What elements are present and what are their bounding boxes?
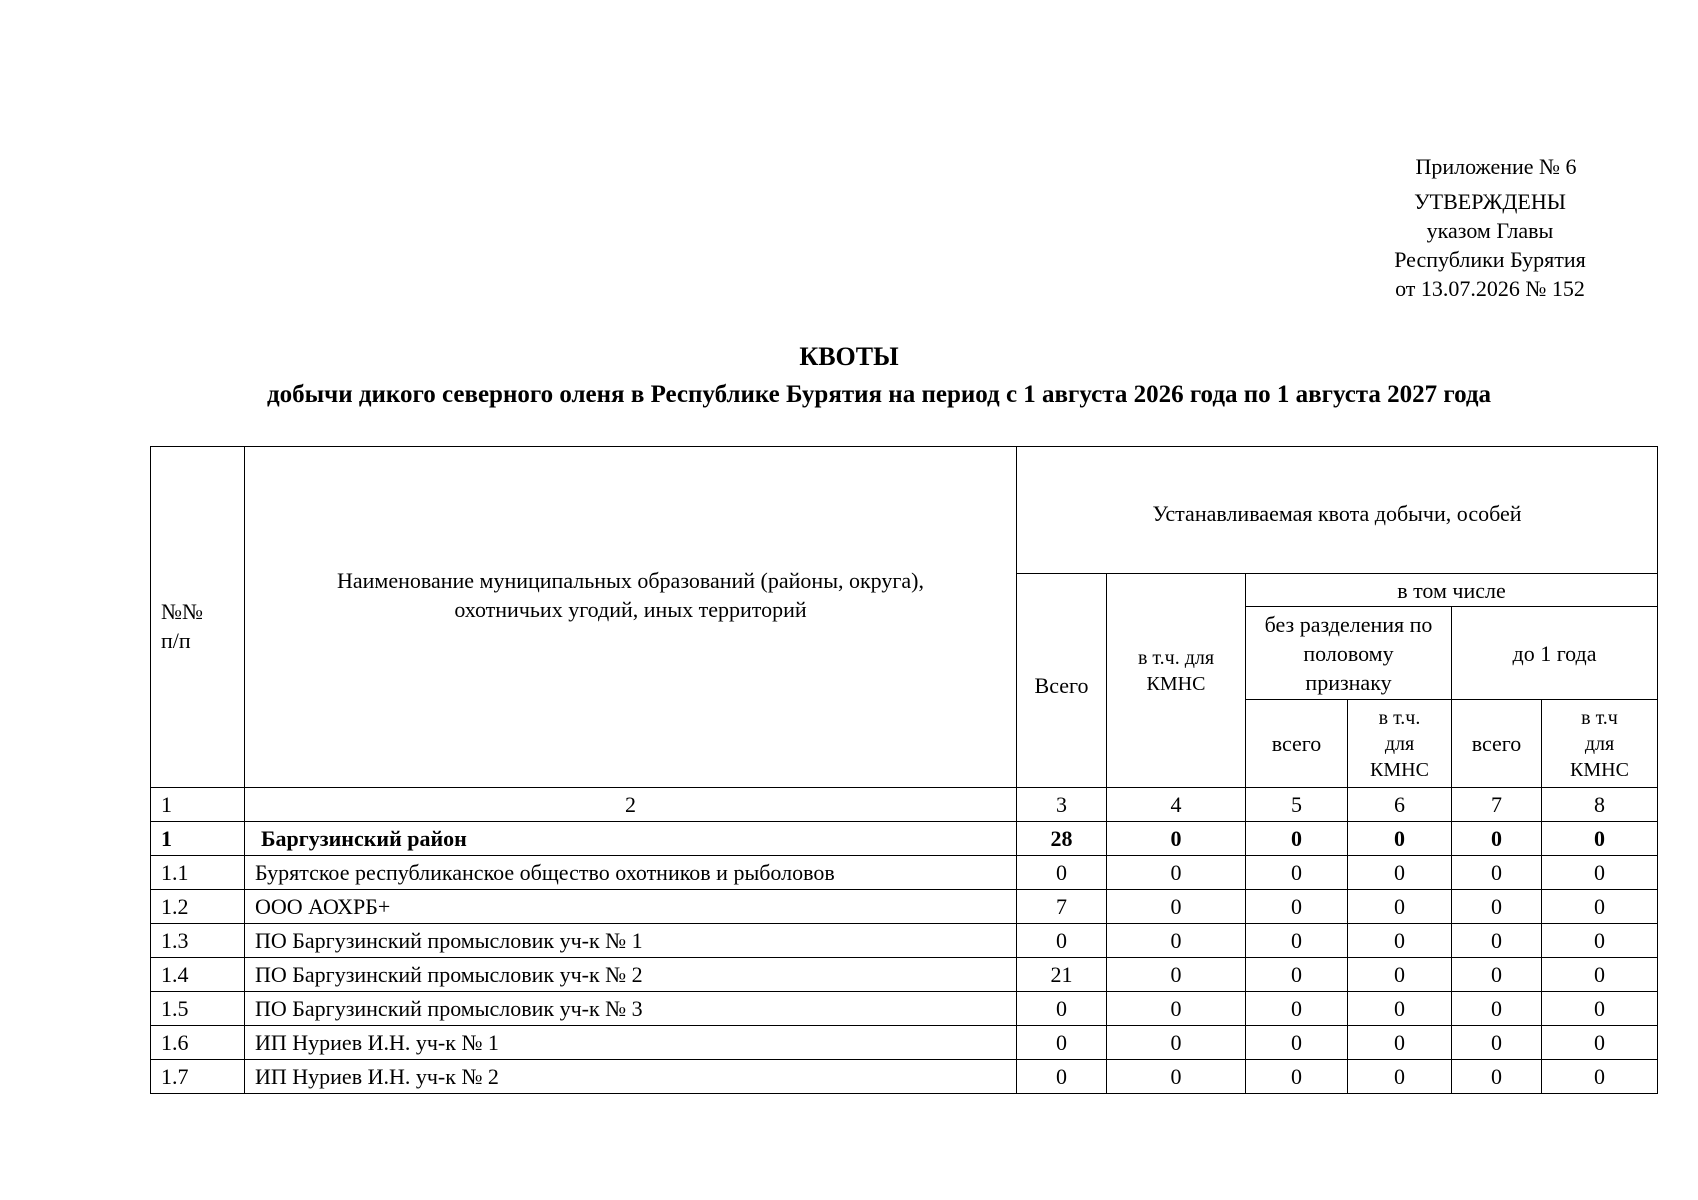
row-name: Баргузинский район	[245, 822, 1017, 856]
table-row	[151, 890, 1658, 924]
row-kmns: 0	[1107, 992, 1246, 1026]
row-u1-kmns: 0	[1542, 1060, 1658, 1094]
table-row	[151, 822, 1658, 856]
row-u1-total: 0	[1452, 1060, 1542, 1094]
row-number: 1.1	[151, 856, 245, 890]
header-number	[151, 447, 245, 788]
row-kmns: 0	[1107, 856, 1246, 890]
row-u1-total: 0	[1452, 924, 1542, 958]
header-name-label: Наименование муниципальных образований (районы, округа), охотничьих угодий, иных территорий	[336, 568, 924, 622]
row-u1-total: 0	[1452, 958, 1542, 992]
row-number: 1.2	[151, 890, 245, 924]
row-nsd-total: 0	[1246, 1060, 1348, 1094]
column-index: 8	[1542, 788, 1658, 822]
header-no-sex-division	[1246, 607, 1452, 700]
header-kmns	[1107, 574, 1246, 788]
row-name: Бурятское республиканское общество охотников и рыболовов	[245, 856, 1017, 890]
row-u1-total: 0	[1452, 992, 1542, 1026]
header-total: Всего	[1017, 574, 1107, 788]
row-number: 1.7	[151, 1060, 245, 1094]
column-index: 2	[245, 788, 1017, 822]
table-row	[151, 958, 1658, 992]
row-total: 0	[1017, 1060, 1107, 1094]
row-number: 1.3	[151, 924, 245, 958]
row-name: ПО Баргузинский промысловик уч-к № 3	[245, 992, 1017, 1026]
column-index: 1	[151, 788, 245, 822]
document-title-block	[0, 340, 1698, 412]
row-u1-total: 0	[1452, 856, 1542, 890]
header-nsd-kmns	[1348, 700, 1452, 788]
row-kmns: 0	[1107, 1026, 1246, 1060]
column-index: 3	[1017, 788, 1107, 822]
row-name: ПО Баргузинский промысловик уч-к № 1	[245, 924, 1017, 958]
document-subtitle: добычи дикого северного оленя в Республике Бурятия на период с 1 августа 2026 года по 1 августа 2027 года	[266, 381, 1492, 408]
row-u1-total: 0	[1452, 822, 1542, 856]
header-including: в том числе	[1246, 574, 1658, 607]
row-nsd-total: 0	[1246, 1026, 1348, 1060]
row-number: 1	[151, 822, 245, 856]
row-name: ИП Нуриев И.Н. уч-к № 2	[245, 1060, 1017, 1094]
row-u1-kmns: 0	[1542, 924, 1658, 958]
row-u1-total: 0	[1452, 1026, 1542, 1060]
row-total: 0	[1017, 856, 1107, 890]
row-number: 1.4	[151, 958, 245, 992]
row-total: 21	[1017, 958, 1107, 992]
row-kmns: 0	[1107, 958, 1246, 992]
row-nsd-kmns: 0	[1348, 1060, 1452, 1094]
row-nsd-kmns: 0	[1348, 890, 1452, 924]
row-u1-kmns: 0	[1542, 856, 1658, 890]
row-nsd-total: 0	[1246, 856, 1348, 890]
appendix-label: Приложение № 6	[1415, 154, 1577, 179]
row-total: 7	[1017, 890, 1107, 924]
header-under-one-year: до 1 года	[1452, 607, 1658, 700]
row-total: 0	[1017, 1026, 1107, 1060]
row-nsd-kmns: 0	[1348, 958, 1452, 992]
header-u1-total: всего	[1452, 700, 1542, 788]
authority-label: Республики Бурятия	[1394, 247, 1586, 272]
header-nsd-total: всего	[1246, 700, 1348, 788]
row-nsd-kmns: 0	[1348, 1026, 1452, 1060]
row-u1-kmns: 0	[1542, 958, 1658, 992]
row-u1-kmns: 0	[1542, 1026, 1658, 1060]
header-name	[245, 447, 1017, 788]
column-index: 7	[1452, 788, 1542, 822]
column-index: 6	[1348, 788, 1452, 822]
column-index: 5	[1246, 788, 1348, 822]
row-kmns: 0	[1107, 890, 1246, 924]
row-kmns: 0	[1107, 924, 1246, 958]
header-u1-kmns	[1542, 700, 1658, 788]
table-row	[151, 924, 1658, 958]
row-kmns: 0	[1107, 1060, 1246, 1094]
row-nsd-kmns: 0	[1348, 992, 1452, 1026]
row-u1-kmns: 0	[1542, 822, 1658, 856]
row-name: ПО Баргузинский промысловик уч-к № 2	[245, 958, 1017, 992]
row-u1-kmns: 0	[1542, 890, 1658, 924]
row-nsd-kmns: 0	[1348, 856, 1452, 890]
table-row	[151, 1026, 1658, 1060]
approved-label: УТВЕРЖДЕНЫ	[1414, 189, 1566, 214]
row-nsd-total: 0	[1246, 924, 1348, 958]
approval-block	[1370, 152, 1610, 303]
table-row	[151, 992, 1658, 1026]
row-nsd-total: 0	[1246, 992, 1348, 1026]
document-title: КВОТЫ	[799, 342, 899, 371]
row-nsd-total: 0	[1246, 822, 1348, 856]
row-number: 1.6	[151, 1026, 245, 1060]
header-kmns-label: в т.ч. для КМНС	[1137, 646, 1215, 695]
row-nsd-kmns: 0	[1348, 924, 1452, 958]
row-total: 0	[1017, 992, 1107, 1026]
row-u1-kmns: 0	[1542, 992, 1658, 1026]
header-nsd-kmns-label: в т.ч. для КМНС	[1370, 706, 1429, 781]
row-name: ИП Нуриев И.Н. уч-к № 1	[245, 1026, 1017, 1060]
quota-table	[150, 446, 1658, 1094]
header-row-1	[151, 447, 1658, 574]
row-number: 1.5	[151, 992, 245, 1026]
approved-by-label: указом Главы	[1426, 218, 1554, 243]
row-nsd-kmns: 0	[1348, 822, 1452, 856]
header-u1-kmns-label: в т.ч для КМНС	[1570, 706, 1629, 781]
row-kmns: 0	[1107, 822, 1246, 856]
column-index-row	[151, 788, 1658, 822]
table-row	[151, 856, 1658, 890]
column-index: 4	[1107, 788, 1246, 822]
table-row	[151, 1060, 1658, 1094]
row-u1-total: 0	[1452, 890, 1542, 924]
row-total: 0	[1017, 924, 1107, 958]
row-total: 28	[1017, 822, 1107, 856]
header-number-label: №№ п/п	[161, 599, 203, 653]
row-name: ООО АОХРБ+	[245, 890, 1017, 924]
header-quota: Устанавливаемая квота добычи, особей	[1017, 447, 1658, 574]
header-no-sex-division-label: без разделения по половому признаку	[1264, 611, 1433, 695]
row-nsd-total: 0	[1246, 958, 1348, 992]
row-nsd-total: 0	[1246, 890, 1348, 924]
decree-date-number: от 13.07.2026 № 152	[1395, 276, 1585, 301]
